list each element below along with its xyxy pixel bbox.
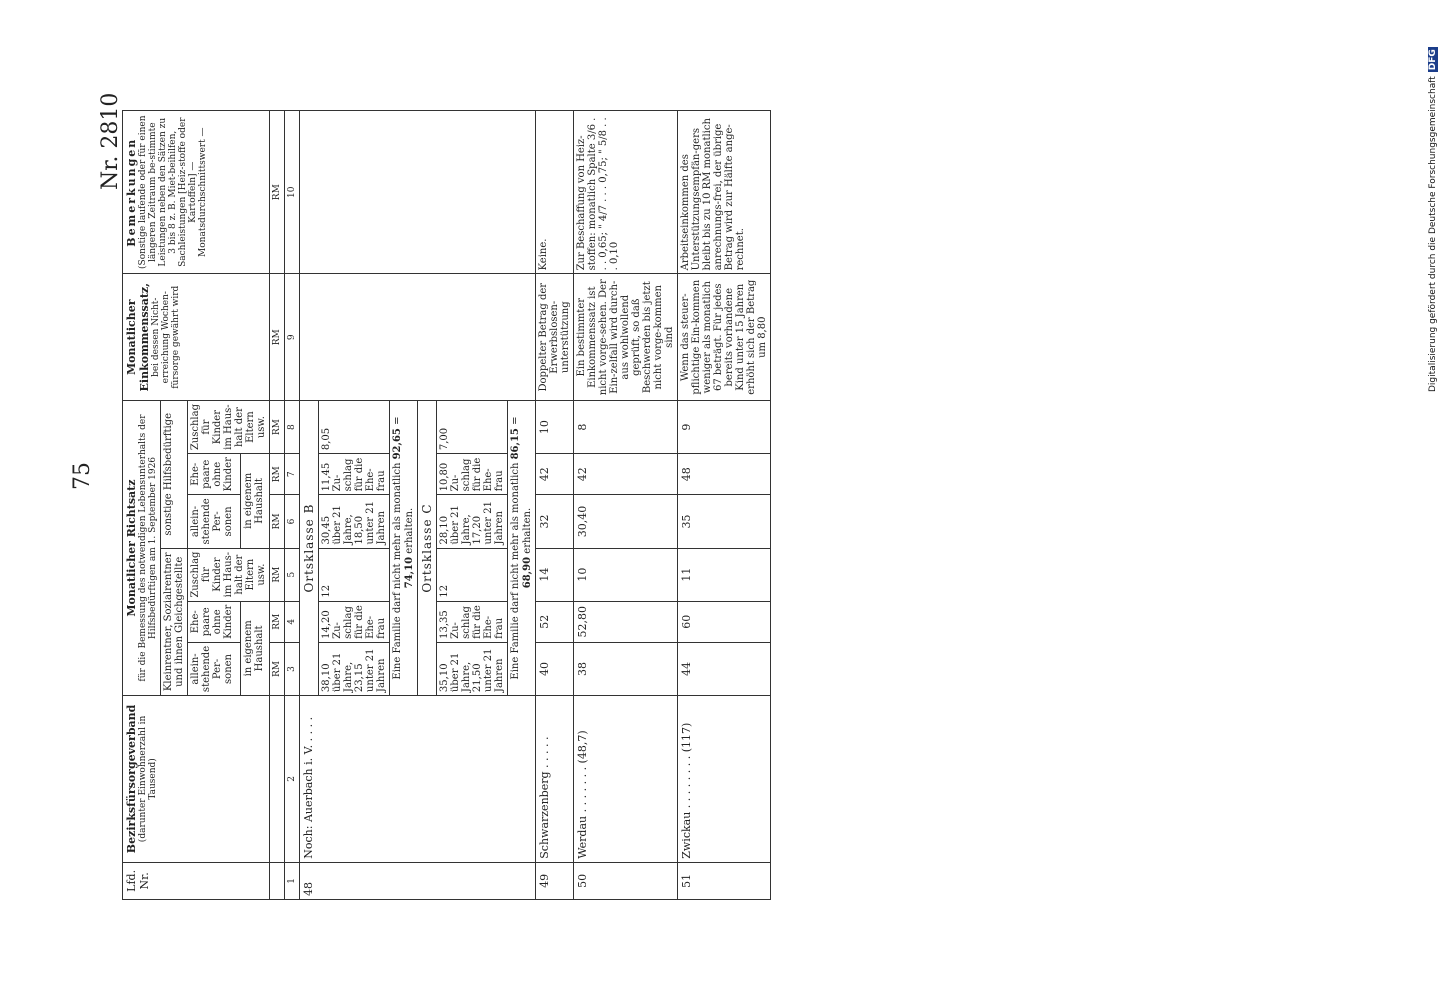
- column-number-row: 1 2 3 4 5 6 7 8 9 10: [285, 111, 300, 900]
- group-header: Monatlicher Richtsatz für die Bemessung des notwendigen Lebensunterhalts der Hilfsbedürftigen am 1. September 1926: [123, 401, 161, 696]
- unit-row: RM RM RM RM RM RM RM RM: [270, 111, 285, 900]
- ortsklasse-label: Ortsklasse C: [418, 401, 437, 696]
- col-4-header: Ehe-paare ohne Kinder: [188, 601, 241, 642]
- col-2-header: Bezirksfürsorgeverband (darunter Einwohnerzahl in Tausend): [123, 696, 270, 863]
- subgroup-a: Kleinrentner, Sozialrentner und ihnen Gleichgestellte: [161, 548, 188, 696]
- col-6-header: allein-stehende Per-sonen: [188, 495, 241, 548]
- credit-line: [1428, 47, 1438, 392]
- col-1-header: Lfd. Nr.: [123, 862, 270, 899]
- dfg-logo: DFG: [1428, 49, 1438, 71]
- row-name: Noch: Auerbach i. V. . . . .: [300, 696, 536, 863]
- table-row: 51 Zwickau . . . . . . . . (117) 44 60 11 35 48 9 Wenn das steuer-pflichtige Ein-kommen weniger als monatlich 67 beträgt. Für jedes bereits vorhandene Kind unter 15 Jahren erhöht sich der Betrag um 8,80 Arbeitseinkommen des Unterstützungsempfän-gers bleibt bis zu 10 RM monatlich anrechnungs-frei, der übrige Betrag wird zur Hälfte ange-rechnet.: [678, 111, 771, 900]
- credit-text: Digitalisierung gefördert durch die Deutsche Forschungsgemeinschaft: [1428, 76, 1438, 392]
- ortsklasse-label: Ortsklasse B: [300, 401, 319, 696]
- richtsatz-table: Lfd. Nr. Bezirksfürsorgeverband (darunter Einwohnerzahl in Tausend) Monatlicher Richtsatz für die Bemessung des notwendigen Lebensunterhalts der Hilfsbedürftigen am 1. September 1926 Monatlicher Einkommenssatz, bei dessen Nicht-erreichung Wochen-fürsorge gewährt wird Bemerkungen (Sonstige laufende oder für einen längeren Zeitraum be-stimmte Leistungen neben den Sätzen zu 3 bis 8 z. B. Miet-beihilfen, Sachleistungen [Heiz-stoffe oder Kartoffeln] — Monatsdurchschnittswert — Kleinrentner, Sozialrentner und ihnen Gleichgestellte sonstige Hilfsbedürftige allein-stehende Per-sonen Ehe-paare ohne Kinder Zuschlag für Kinder im Haus-halt der Eltern usw. allein-stehende Per-sonen Ehe-paare ohne Kinder Zuschlag für Kinder im Haus-halt der Eltern usw. in eigenem Haushalt in eigenem Haushalt RM RM RM RM RM RM RM RM 1 2 3 4 5 6 7 8 9 10 48 Noch: Auerbach i. V. . . . . Ortsklasse B 38,10 über 21 Jahre, 23,15 unter 21 Jahren 14,20 Zu-schlag für die Ehe-frau 12 30,45 über 21 Jahre, 18,50 unter 21 Jahren 11,45 Zu-schlag für die Ehe-frau 8,05 Eine Familie darf nicht mehr als monatlich 92,65 = 74,10 erhalten. Ortsklasse C 35,10 über 21 Jahre, 21,50 unter 21 Jahren 13,35 Zu-schlag für die Ehe-frau 12 28,10 über 21 Jahre, 17,20 unter 21 Jahren 10,80 Zu-schlag für die Ehe-frau 7,00 Eine Familie darf nicht mehr als monatlich 86,15 = 68,90 erhalten. 49 Schwarzenberg . . . . . 40 52 14 32 42 10 Doppelter Betrag der Erwerbslosen-unterstützung Keine. 50 Werdau . . . . . . . (48,7) 38 52,80 10 30,40 42 8 Ein bestimmter Einkommenssatz ist nicht vorge-sehen. Der Ein-zelfall wird durch-aus wohlwollend geprüft, so daß Beschwerden bis jetzt nicht vorge-kommen sind Zur Beschaffung von Heiz-stoffen: monatlich Spalte 3/6 . . . 0,65; " 4/7 . . . 0,75; " 5/8 . . . 0,10 51 Zwickau . . . . . . . . (117) 44 60 11 35 48 9 Wenn das steuer-pflichtige Ein-kommen weniger als monatlich 67 beträgt. Für jedes bereits vorhandene Kind unter 15 Jahren erhöht sich der Betrag um 8,80 Arbeitseinkommen des Unterstützungsempfän-gers bleibt bis zu 10 RM monatlich anrechnungs-frei, der übrige Betrag wird zur Hälfte ange-rechnet.: [122, 110, 771, 900]
- col-9-header: Monatlicher Einkommenssatz, bei dessen Nicht-erreichung Wochen-fürsorge gewährt wird: [123, 274, 270, 401]
- col-10-header: Bemerkungen (Sonstige laufende oder für einen längeren Zeitraum be-stimmte Leistungen neben den Sätzen zu 3 bis 8 z. B. Miet-beihilfen, Sachleistungen [Heiz-stoffe oder Kartoffeln] — Monatsdurchschnittswert —: [123, 111, 270, 274]
- page-number: 75: [70, 462, 95, 490]
- table-row: 49 Schwarzenberg . . . . . 40 52 14 32 42 10 Doppelter Betrag der Erwerbslosen-unterstützung Keine.: [536, 111, 574, 900]
- household-label-a: in eigenem Haushalt: [240, 601, 269, 695]
- table-row: 50 Werdau . . . . . . . (48,7) 38 52,80 10 30,40 42 8 Ein bestimmter Einkommenssatz ist nicht vorge-sehen. Der Ein-zelfall wird durch-aus wohlwollend geprüft, so daß Beschwerden bis jetzt nicht vorge-kommen sind Zur Beschaffung von Heiz-stoffen: monatlich Spalte 3/6 . . . 0,65; " 4/7 . . . 0,75; " 5/8 . . . 0,10: [574, 111, 678, 900]
- table-row: [300, 111, 319, 900]
- document-number: Nr. 2810: [98, 92, 123, 190]
- rotated-table-page: [122, 110, 1282, 900]
- row-number: 48: [300, 862, 536, 899]
- col-8-header: Zuschlag für Kinder im Haus-halt der Eltern usw.: [188, 401, 270, 454]
- household-label-b: in eigenem Haushalt: [240, 454, 269, 548]
- col-5-header: Zuschlag für Kinder im Haus-halt der Eltern usw.: [188, 548, 270, 601]
- subgroup-b: sonstige Hilfsbedürftige: [161, 401, 188, 549]
- col-7-header: Ehe-paare ohne Kinder: [188, 454, 241, 495]
- col-3-header: allein-stehende Per-sonen: [188, 642, 241, 695]
